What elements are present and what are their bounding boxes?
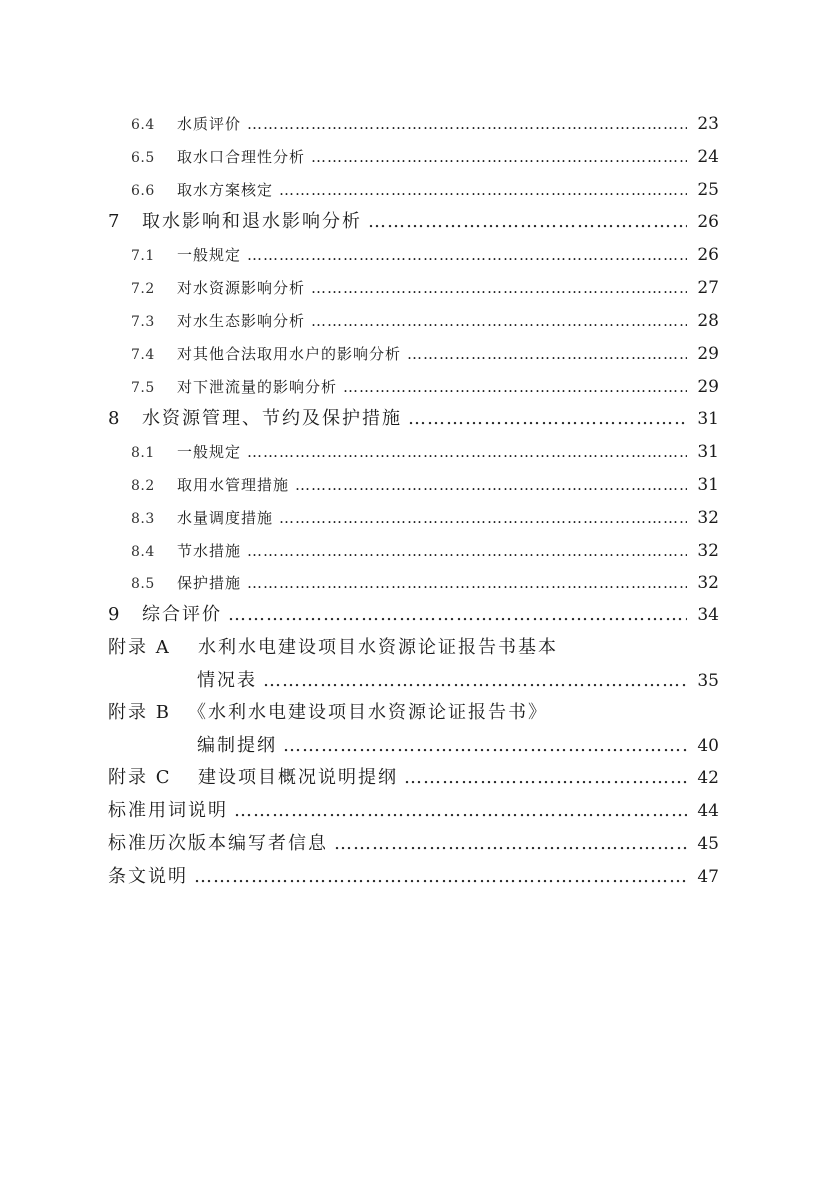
toc-title: 取用水管理措施 bbox=[177, 476, 290, 494]
toc-title: 标准用词说明 bbox=[108, 800, 228, 821]
toc-page-number: 35 bbox=[697, 671, 719, 691]
leader-dots bbox=[247, 544, 687, 559]
toc-title: 综合评价 bbox=[142, 604, 222, 625]
leader-dots bbox=[279, 511, 687, 526]
toc-number: 8.5 bbox=[131, 576, 155, 592]
toc-page-number: 26 bbox=[697, 212, 719, 232]
toc-page-number: 42 bbox=[697, 768, 719, 788]
toc-entry-7-2[interactable] bbox=[131, 280, 719, 297]
toc-number: 8 bbox=[108, 408, 120, 429]
leader-dots bbox=[311, 314, 687, 329]
toc-number: 7.1 bbox=[131, 248, 155, 264]
toc-page-number: 45 bbox=[697, 834, 719, 854]
toc-number: 7 bbox=[108, 211, 120, 232]
toc-page-number: 34 bbox=[697, 605, 719, 625]
leader-dots bbox=[279, 183, 687, 198]
toc-page-number: 31 bbox=[697, 409, 719, 429]
toc-page-number: 44 bbox=[697, 801, 719, 821]
toc-title: 对其他合法取用水户的影响分析 bbox=[177, 345, 402, 363]
leader-dots bbox=[311, 150, 687, 165]
leader-dots bbox=[343, 380, 687, 395]
toc-chapter-8[interactable] bbox=[108, 410, 719, 428]
leader-dots bbox=[247, 445, 687, 460]
toc-word-usage[interactable] bbox=[108, 802, 719, 820]
leader-dots bbox=[228, 606, 687, 624]
toc-title-continued: 编制提纲 bbox=[197, 735, 277, 756]
toc-entry-8-1[interactable] bbox=[131, 444, 719, 461]
toc-page-number: 23 bbox=[697, 114, 719, 134]
toc-title: 对水生态影响分析 bbox=[177, 312, 306, 330]
toc-page-number: 32 bbox=[697, 573, 719, 593]
toc-title: 水资源管理、节约及保护措施 bbox=[142, 408, 402, 429]
toc-entry-7-1[interactable] bbox=[131, 247, 719, 264]
toc-page-number: 47 bbox=[697, 867, 719, 887]
toc-title: 水质评价 bbox=[177, 115, 242, 133]
leader-dots bbox=[368, 213, 687, 231]
toc-page-number: 25 bbox=[697, 180, 719, 200]
toc-title-continued: 情况表 bbox=[197, 670, 257, 691]
toc-chapter-7[interactable] bbox=[108, 213, 719, 231]
toc-page-number: 26 bbox=[697, 245, 719, 265]
toc-page-number: 31 bbox=[697, 442, 719, 462]
toc-page-number: 29 bbox=[697, 377, 719, 397]
toc-number: 8.3 bbox=[131, 511, 155, 527]
toc-entry-8-3[interactable] bbox=[131, 510, 719, 527]
toc-number: 7.3 bbox=[131, 314, 155, 330]
leader-dots bbox=[247, 117, 687, 132]
toc-page-number: 31 bbox=[697, 475, 719, 495]
toc-number: 6.4 bbox=[131, 117, 155, 133]
toc-title: 对水资源影响分析 bbox=[177, 279, 306, 297]
toc-title: 条文说明 bbox=[108, 866, 188, 887]
toc-title: 一般规定 bbox=[177, 246, 242, 264]
appendix-label: 附录 B bbox=[108, 702, 171, 723]
toc-number: 7.5 bbox=[131, 380, 155, 396]
leader-dots bbox=[334, 835, 687, 853]
toc-page-number: 28 bbox=[697, 311, 719, 331]
appendix-label: 附录 A bbox=[108, 637, 171, 658]
toc-entry-7-3[interactable] bbox=[131, 313, 719, 330]
toc-page-number: 32 bbox=[697, 541, 719, 561]
toc-number: 8.4 bbox=[131, 544, 155, 560]
toc-title: 取水方案核定 bbox=[177, 181, 274, 199]
toc-page-number: 29 bbox=[697, 344, 719, 364]
toc-appendix-c[interactable] bbox=[108, 769, 719, 787]
toc-number: 9 bbox=[108, 604, 120, 625]
leader-dots bbox=[194, 868, 687, 886]
leader-dots bbox=[234, 802, 687, 820]
appendix-label: 附录 C bbox=[108, 767, 172, 788]
toc-entry-6-6[interactable] bbox=[131, 182, 719, 199]
toc-appendix-b-continued[interactable] bbox=[197, 737, 719, 755]
toc-entry-7-4[interactable] bbox=[131, 346, 719, 363]
toc-appendix-a-continued[interactable] bbox=[197, 672, 719, 690]
toc-appendix-b[interactable] bbox=[108, 704, 719, 722]
leader-dots bbox=[295, 478, 687, 493]
leader-dots bbox=[263, 672, 687, 690]
leader-dots bbox=[408, 410, 687, 428]
toc-version-authors[interactable] bbox=[108, 835, 719, 853]
toc-page-number: 24 bbox=[697, 147, 719, 167]
toc-number: 7.4 bbox=[131, 347, 155, 363]
toc-entry-6-4[interactable] bbox=[131, 116, 719, 133]
toc-title: 节水措施 bbox=[177, 542, 242, 560]
toc-title: 对下泄流量的影响分析 bbox=[177, 378, 338, 396]
toc-number: 7.2 bbox=[131, 281, 155, 297]
toc-entry-8-5[interactable] bbox=[131, 575, 719, 592]
toc-title: 取水口合理性分析 bbox=[177, 148, 306, 166]
leader-dots bbox=[283, 737, 687, 755]
leader-dots bbox=[247, 248, 687, 263]
leader-dots bbox=[247, 576, 687, 591]
toc-title: 水量调度措施 bbox=[177, 509, 274, 527]
leader-dots bbox=[311, 281, 687, 296]
leader-dots bbox=[404, 769, 687, 787]
toc-entry-6-5[interactable] bbox=[131, 149, 719, 166]
toc-number: 8.1 bbox=[131, 445, 155, 461]
toc-title: 取水影响和退水影响分析 bbox=[142, 211, 362, 232]
toc-number: 6.5 bbox=[131, 150, 155, 166]
toc-title: 建设项目概况说明提纲 bbox=[198, 767, 398, 788]
toc-title: 一般规定 bbox=[177, 443, 242, 461]
toc-title: 标准历次版本编写者信息 bbox=[108, 833, 328, 854]
leader-dots bbox=[407, 347, 687, 362]
toc-number: 6.6 bbox=[131, 183, 155, 199]
toc-clause-explanation[interactable] bbox=[108, 868, 719, 886]
toc-entry-8-2[interactable] bbox=[131, 477, 719, 494]
toc-entry-7-5[interactable] bbox=[131, 379, 719, 396]
toc-page-number: 27 bbox=[697, 278, 719, 298]
toc-number: 8.2 bbox=[131, 478, 155, 494]
toc-title: 《水利水电建设项目水资源论证报告书》 bbox=[188, 702, 548, 723]
toc-page-number: 40 bbox=[697, 736, 719, 756]
toc-chapter-9[interactable] bbox=[108, 606, 719, 624]
toc-title: 水利水电建设项目水资源论证报告书基本 bbox=[198, 637, 558, 658]
toc-entry-8-4[interactable] bbox=[131, 543, 719, 560]
toc-appendix-a[interactable] bbox=[108, 639, 719, 657]
toc-page-number: 32 bbox=[697, 508, 719, 528]
toc-title: 保护措施 bbox=[177, 574, 242, 592]
